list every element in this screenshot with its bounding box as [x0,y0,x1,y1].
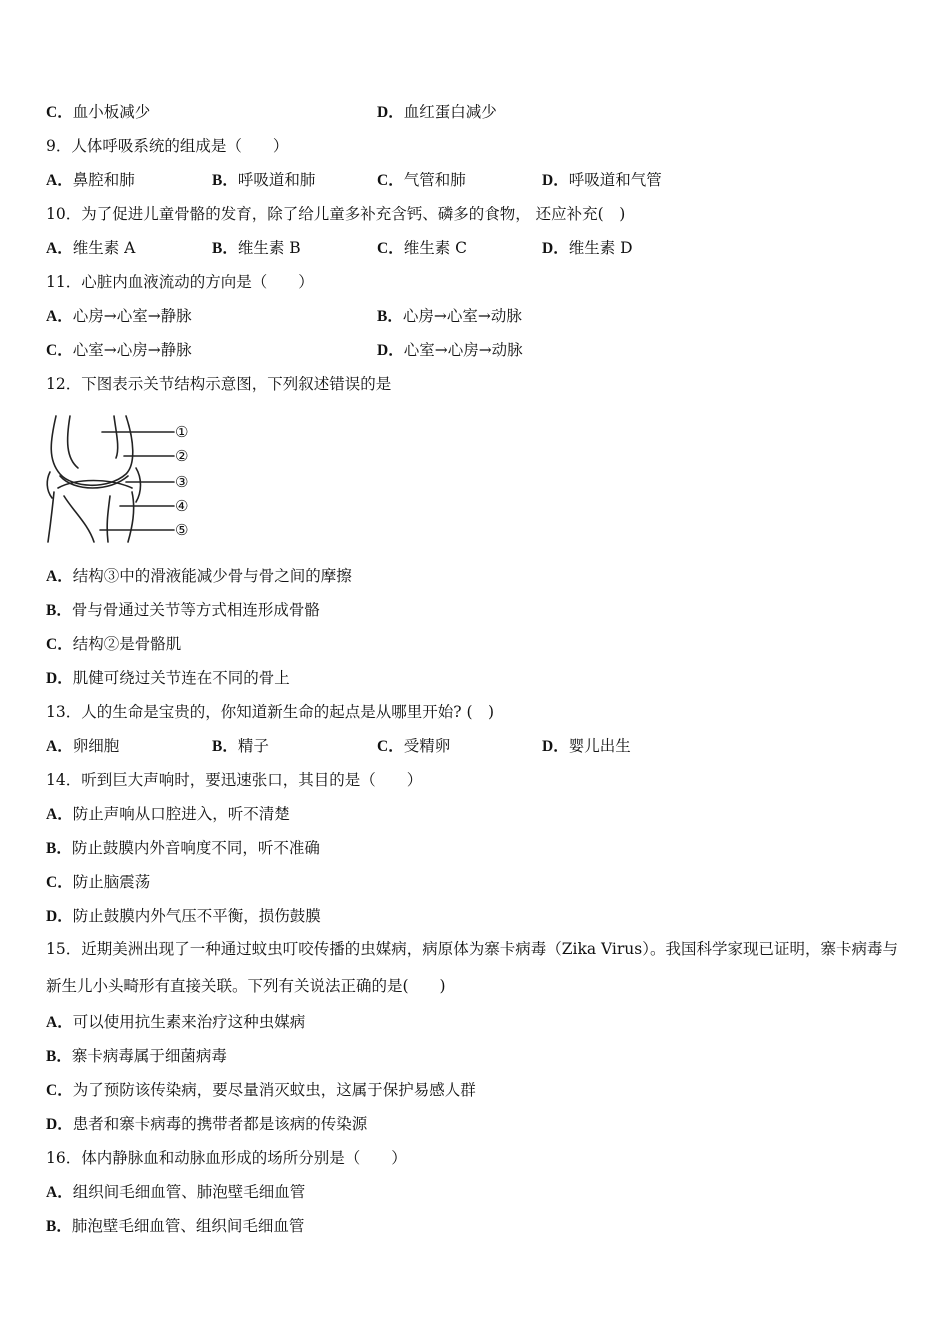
option-text: 血红蛋白减少 [403,103,497,121]
label-1: ① [175,423,189,441]
question-stem: 16．体内静脉血和动脉血形成的场所分别是（ ） [46,1149,407,1167]
answer-option [46,1012,305,1033]
option-text: 为了预防该传染病，要尽量消灭蚊虫，这属于保护易感人群 [72,1081,476,1099]
option-text: 心室→心房→动脉 [403,341,523,359]
label-4: ④ [175,497,189,515]
answer-option [46,1080,476,1101]
option-label: C． [46,104,73,121]
option-label: A． [46,806,73,823]
option-label: C． [377,738,404,755]
answer-option [46,306,192,327]
answer-option [46,668,290,689]
answer-option [46,566,352,587]
joint-diagram [44,412,204,544]
answer-option [46,170,135,191]
option-text: 精子 [237,737,269,755]
option-label: A． [46,1184,73,1201]
option-text: 结构③中的滑液能减少骨与骨之间的摩擦 [72,567,352,585]
question-stem: 15．近期美洲出现了一种通过蚊虫叮咬传播的虫媒病，病原体为寨卡病毒（Zika Virus）。我国科学家现已证明，寨卡病毒与新生儿小头畸形有直接关联。下列有关说法正确的是( ) [46,940,898,995]
option-label: B． [377,308,403,325]
option-label: C． [46,874,73,891]
question-stem: 11．心脏内血液流动的方向是（ ） [46,273,314,291]
option-text: 卵细胞 [72,737,120,755]
option-label: D． [542,738,569,755]
option-label: B． [212,738,238,755]
answer-option [46,340,192,361]
option-text: 维生素 C [403,239,467,257]
option-text: 心室→心房→静脉 [72,341,192,359]
option-label: D． [377,342,404,359]
answer-option [46,102,150,123]
option-text: 患者和寨卡病毒的携带者都是该病的传染源 [72,1115,368,1133]
option-label: D． [46,670,73,687]
option-label: B． [46,1218,72,1235]
answer-option [46,872,150,893]
answer-option [542,736,631,757]
option-label: A． [46,240,73,257]
answer-option [46,634,181,655]
option-label: D． [377,104,404,121]
answer-option [377,340,523,361]
option-label: D． [542,240,569,257]
option-text: 肺泡壁毛细血管、组织间毛细血管 [71,1217,305,1235]
option-label: B． [46,1048,72,1065]
answer-option [46,1114,367,1135]
option-text: 血小板减少 [72,103,151,121]
option-label: B． [46,840,72,857]
answer-option [46,838,320,859]
answer-option [212,736,269,757]
option-text: 呼吸道和肺 [237,171,316,189]
option-text: 肌健可绕过关节连在不同的骨上 [72,669,290,687]
question-stem: 10．为了促进儿童骨骼的发育，除了给儿童多补充含钙、磷多的食物， 还应补充( ) [46,205,626,223]
answer-option [377,238,467,259]
option-text: 防止脑震荡 [72,873,151,891]
answer-option [46,804,290,825]
label-5: ⑤ [175,521,189,539]
option-text: 鼻腔和肺 [72,171,135,189]
option-label: C． [377,240,404,257]
label-2: ② [175,447,189,465]
option-label: B． [212,240,238,257]
option-label: D． [46,908,73,925]
option-text: 心房→心室→动脉 [402,307,522,325]
answer-option [377,736,450,757]
answer-option [46,238,135,259]
option-label: C． [46,342,73,359]
option-text: 寨卡病毒属于细菌病毒 [71,1047,227,1065]
option-text: 组织间毛细血管、肺泡壁毛细血管 [72,1183,306,1201]
option-label: C． [46,636,73,653]
answer-option [46,1216,304,1237]
option-label: A． [46,1014,73,1031]
question-stem: 13．人的生命是宝贵的，你知道新生命的起点是从哪里开始? ( ) [46,703,495,721]
label-3: ③ [175,473,189,491]
option-text: 维生素 B [237,239,301,257]
option-label: A． [46,568,73,585]
answer-option [46,600,320,621]
answer-option [212,170,315,191]
option-label: A． [46,308,73,325]
option-label: B． [212,172,238,189]
answer-option [377,170,466,191]
answer-option [46,736,119,757]
question-stem: 9．人体呼吸系统的组成是（ ） [46,137,289,155]
answer-option [542,170,662,191]
option-text: 可以使用抗生素来治疗这种虫媒病 [72,1013,306,1031]
option-label: A． [46,172,73,189]
option-text: 防止鼓膜内外音响度不同，听不准确 [71,839,320,857]
answer-option [46,1046,227,1067]
answer-option [377,306,522,327]
question-stem: 12．下图表示关节结构示意图，下列叙述错误的是 [46,375,392,393]
option-text: 防止声响从口腔进入，听不清楚 [72,805,290,823]
option-label: C． [46,1082,73,1099]
option-text: 气管和肺 [403,171,466,189]
option-text: 维生素 D [568,239,633,257]
answer-option [542,238,633,259]
option-text: 骨与骨通过关节等方式相连形成骨骼 [71,601,320,619]
option-text: 维生素 A [72,239,136,257]
option-label: D． [46,1116,73,1133]
option-text: 婴儿出生 [568,737,631,755]
question-stem: 14．听到巨大声响时，要迅速张口，其目的是（ ） [46,771,423,789]
option-label: C． [377,172,404,189]
option-text: 防止鼓膜内外气压不平衡，损伤鼓膜 [72,907,321,925]
option-text: 结构②是骨骼肌 [72,635,182,653]
option-text: 受精卵 [403,737,451,755]
option-label: A． [46,738,73,755]
option-label: D． [542,172,569,189]
answer-option [46,1182,305,1203]
answer-option [377,102,497,123]
option-text: 呼吸道和气管 [568,171,662,189]
option-text: 心房→心室→静脉 [72,307,192,325]
option-label: B． [46,602,72,619]
answer-option [46,906,321,927]
answer-option [212,238,301,259]
